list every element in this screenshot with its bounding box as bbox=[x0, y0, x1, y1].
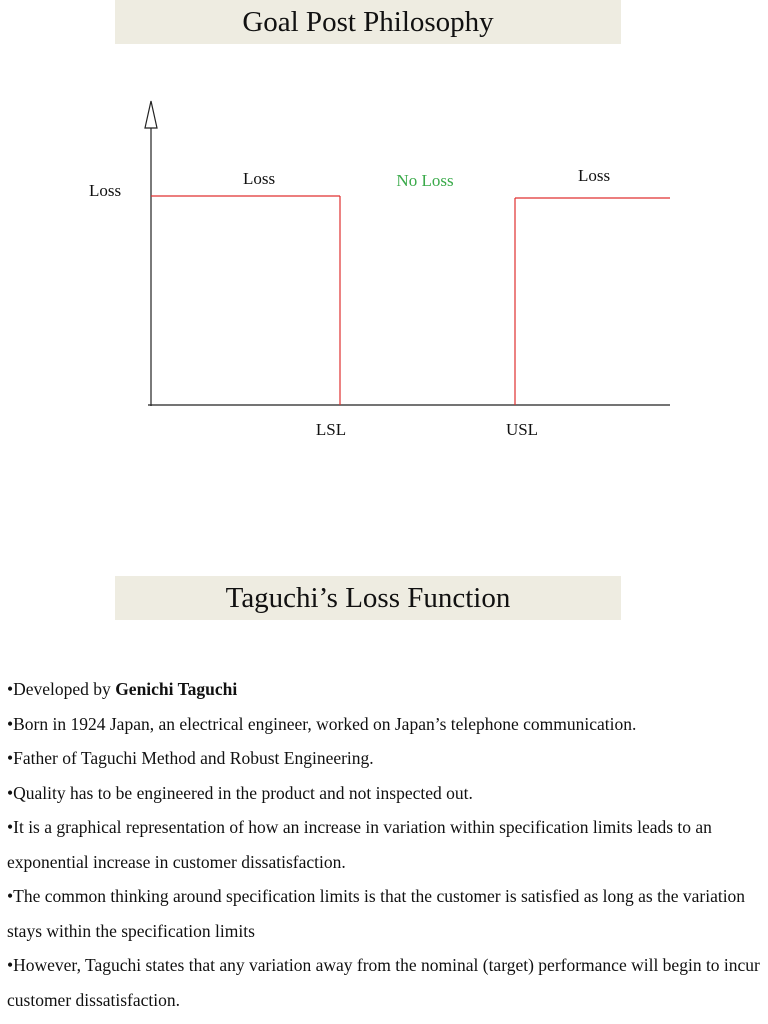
bullet-common-thinking: •The common thinking around specification limits is that the customer is satisfied as long as the variation stays within the specification limits bbox=[7, 886, 746, 941]
bullet-graphical: •It is a graphical representation of how an increase in variation within specification limits leads to an exponential increase in customer dissatisfaction. bbox=[7, 817, 712, 872]
y-axis-arrowhead bbox=[145, 101, 157, 128]
goal-post-diagram bbox=[0, 60, 768, 480]
usl-label: USL bbox=[505, 420, 539, 439]
bullet-prefix: •Developed by bbox=[7, 679, 116, 699]
bullet-however: •However, Taguchi states that any variation away from the nominal (target) performance will begin to incur customer dissatisfaction. bbox=[7, 955, 760, 1010]
y-axis-label: Loss bbox=[88, 181, 122, 200]
lsl-label: LSL bbox=[315, 420, 347, 439]
middle-region-label: No Loss bbox=[396, 171, 454, 190]
taguchi-title: Taguchi’s Loss Function bbox=[115, 576, 621, 620]
bullet-bold-name: Genichi Taguchi bbox=[115, 679, 238, 699]
goal-post-title: Goal Post Philosophy bbox=[115, 0, 621, 44]
bullet-list bbox=[7, 672, 763, 1017]
bullet-developed-by bbox=[7, 672, 763, 707]
bullet-quality: •Quality has to be engineered in the product and not inspected out. bbox=[7, 782, 473, 803]
bullet-father: •Father of Taguchi Method and Robust Engineering. bbox=[7, 748, 374, 768]
bullet-born: •Born in 1924 Japan, an electrical engineer, worked on Japan’s telephone communication. bbox=[7, 713, 637, 734]
left-region-label: Loss bbox=[242, 169, 276, 188]
right-region-label: Loss bbox=[577, 166, 611, 185]
